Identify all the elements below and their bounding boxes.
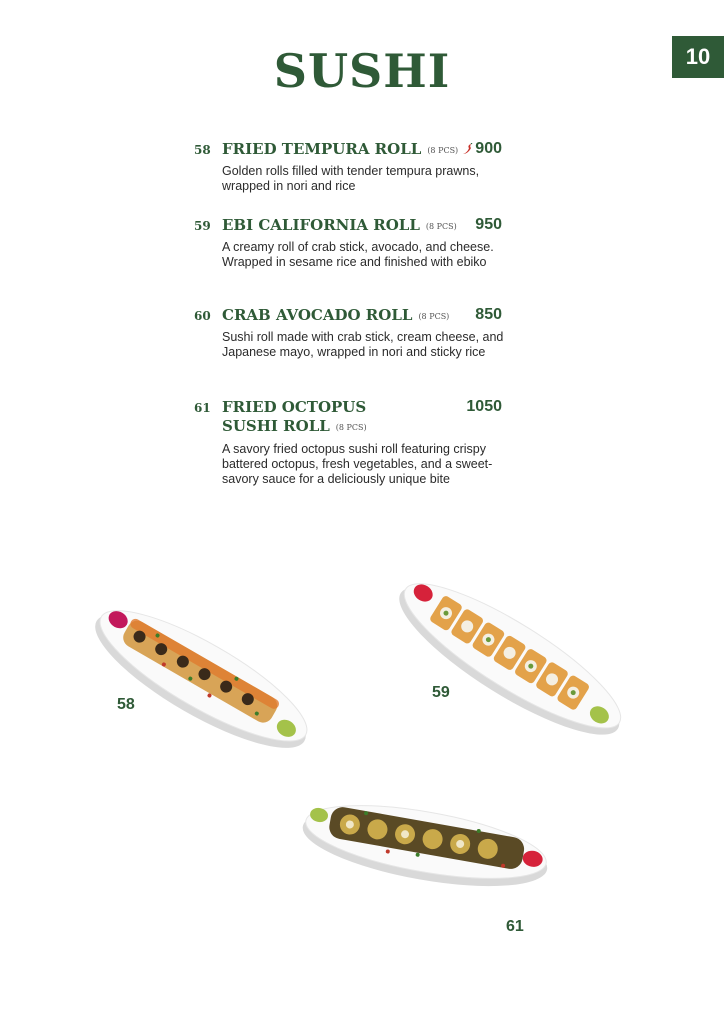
item-name: FRIED OCTOPUS (222, 398, 367, 416)
page-number-badge: 10 (672, 36, 724, 78)
item-price: 950 (475, 216, 502, 233)
chili-icon (462, 141, 474, 160)
item-number: 60 (194, 309, 211, 323)
photo-label: 58 (117, 696, 135, 713)
item-name-text: FRIED TEMPURA ROLL (222, 140, 422, 158)
item-price: 900 (475, 140, 502, 157)
item-pieces: (8 PCS) (427, 145, 459, 155)
item-number: 61 (194, 401, 211, 415)
item-pieces: (8 PCS) (418, 311, 450, 321)
item-number: 58 (194, 143, 211, 157)
item-name (222, 216, 457, 236)
item-name (222, 140, 474, 160)
item-description: Sushi roll made with crab stick, cream cheese, and Japanese mayo, wrapped in nori and sticky rice (222, 330, 504, 359)
item-name-text: SUSHI ROLL (222, 417, 330, 435)
item-price: 1050 (466, 398, 502, 415)
item-pieces: (8 PCS) (425, 221, 457, 231)
page-title: SUSHI (273, 44, 451, 98)
item-name-text: EBI CALIFORNIA ROLL (222, 216, 420, 234)
sushi-photo-fried-tempura-roll (84, 590, 324, 760)
item-name (222, 306, 449, 326)
photo-label: 59 (432, 684, 450, 701)
item-description: A savory fried octopus sushi roll featuring crispy battered octopus, fresh vegetables, and a sweet-savory sauce for a deliciously unique bite (222, 442, 493, 486)
item-pieces: (8 PCS) (335, 422, 367, 432)
item-name-text: CRAB AVOCADO ROLL (222, 306, 413, 324)
item-description: Golden rolls filled with tender tempura prawns, wrapped in nori and rice (222, 164, 480, 193)
item-number: 59 (194, 219, 211, 233)
item-price: 850 (475, 306, 502, 323)
item-name-line2 (222, 417, 367, 437)
item-description: A creamy roll of crab stick, avocado, and cheese. Wrapped in sesame rice and finished with ebiko (222, 240, 494, 269)
sushi-photo-fried-octopus-roll (300, 782, 552, 902)
sushi-photo-ebi-california-roll (388, 560, 638, 750)
photo-label: 61 (506, 918, 524, 935)
